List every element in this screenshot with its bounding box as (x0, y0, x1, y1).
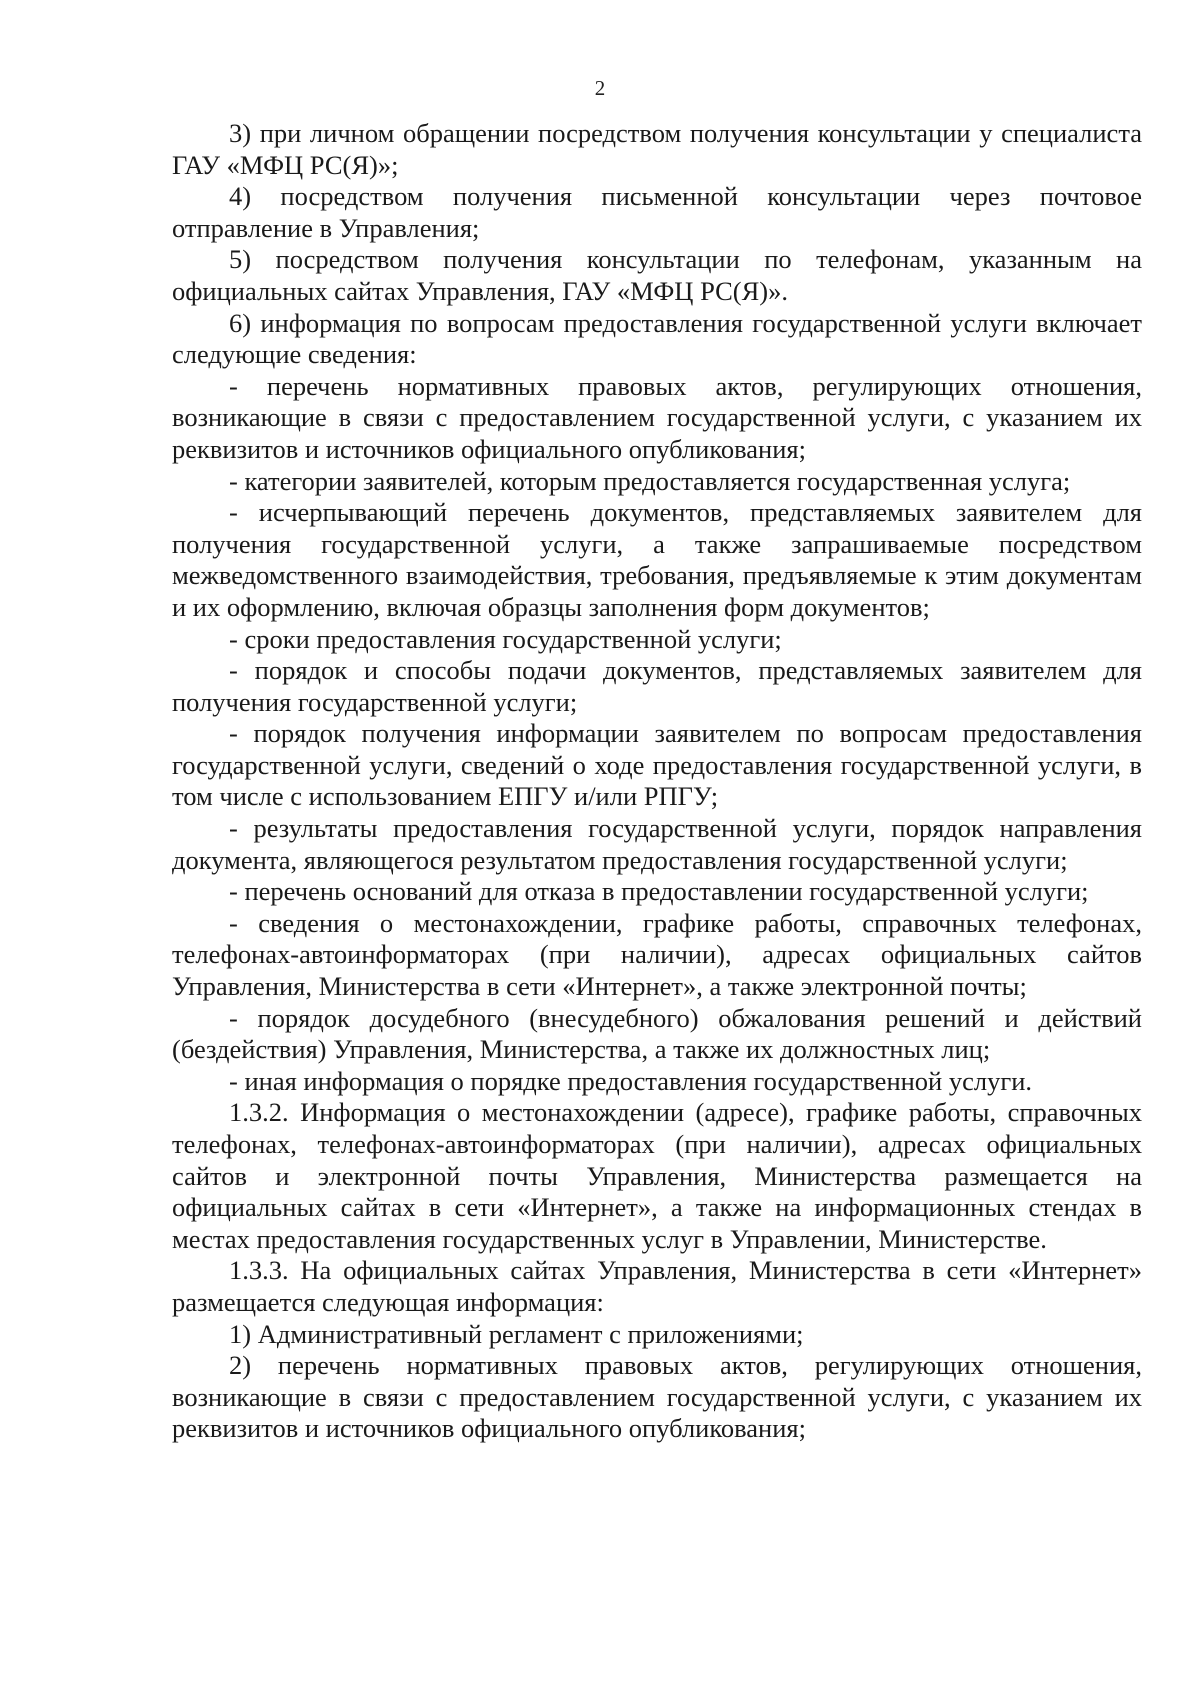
paragraph: 1) Административный регламент с приложениями; (229, 1318, 804, 1349)
paragraph: - результаты предоставления государственной услуги, порядок направления документа, являющегося результатом предоставления государственной услуги; (172, 813, 1142, 875)
paragraph: - иная информация о порядке предоставления государственной услуги. (229, 1065, 1033, 1096)
paragraph: 1.3.2. Информация о местонахождении (адресе), графике работы, справочных телефонах, телефонах-автоинформаторах (при наличии), адресах официальных сайтов и электронной почты Управления, Министерства размещается на официальных сайтах в сети «Интернет», а также на информационных стендах в местах предоставления государственных услуг в Управлении, Министерстве. (172, 1097, 1142, 1254)
paragraph: - порядок получения информации заявителем по вопросам предоставления государственной услуги, сведений о ходе предоставления государственной услуги, в том числе с использованием ЕПГУ и/или РПГУ; (172, 718, 1142, 812)
document-body (172, 118, 1142, 1445)
paragraph: - порядок досудебного (внесудебного) обжалования решений и действий (бездействия) Управления, Министерства, а также их должностных лиц; (172, 1002, 1142, 1065)
paragraph: - сведения о местонахождении, графике работы, справочных телефонах, телефонах-автоинформаторах (при наличии), адресах официальных сайтов Управления, Министерства в сети «Интернет», а также электронной почты; (172, 907, 1142, 1002)
paragraph: 6) информация по вопросам предоставления государственной услуги включает следующие сведения: (172, 307, 1142, 370)
paragraph: - порядок и способы подачи документов, представляемых заявителем для получения государственной услуги; (172, 655, 1142, 717)
paragraph: - перечень оснований для отказа в предоставлении государственной услуги; (229, 876, 1089, 907)
paragraph: 1.3.3. На официальных сайтах Управления, Министерства в сети «Интернет» размещается следующая информация: (172, 1255, 1142, 1317)
page-number: 2 (594, 76, 606, 100)
paragraph: 4) посредством получения письменной консультации через почтовое отправление в Управления; (172, 181, 1142, 243)
paragraph: - исчерпывающий перечень документов, представляемых заявителем для получения государственной услуги, а также запрашиваемые посредством межведомственного взаимодействия, требования, предъявляемые к этим документам и их оформлению, включая образцы заполнения форм документов; (172, 497, 1142, 622)
paragraph: 2) перечень нормативных правовых актов, регулирующих отношения, возникающие в связи с предоставлением государственной услуги, с указанием их реквизитов и источников официального опубликования; (172, 1350, 1142, 1444)
paragraph: - сроки предоставления государственной услуги; (229, 623, 782, 654)
paragraph: 5) посредством получения консультации по телефонам, указанным на официальных сайтах Управления, ГАУ «МФЦ РС(Я)». (172, 244, 1142, 306)
paragraph: - перечень нормативных правовых актов, регулирующих отношения, возникающие в связи с предоставлением государственной услуги, с указанием их реквизитов и источников официального опубликования; (172, 370, 1142, 464)
paragraph: 3) при личном обращении посредством получения консультации у специалиста ГАУ «МФЦ РС(Я)»; (172, 118, 1142, 180)
paragraph: - категории заявителей, которым предоставляется государственная услуга; (229, 465, 1071, 496)
